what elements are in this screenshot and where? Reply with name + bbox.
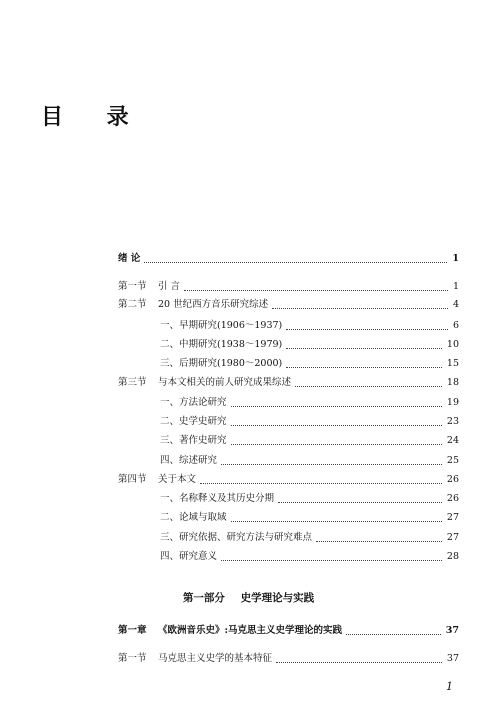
toc-entry-page: 1 xyxy=(452,281,459,292)
toc-entry xyxy=(0,251,497,267)
toc-entry-page: 19 xyxy=(446,397,459,408)
toc-entry-text: 一、方法论研究 xyxy=(160,397,227,408)
toc-entry-page: 27 xyxy=(446,532,459,543)
toc-entry xyxy=(0,651,497,667)
toc-entry-text: 三、著作史研究 xyxy=(160,435,227,446)
toc-entry-page: 15 xyxy=(446,358,459,369)
toc-leader-dots xyxy=(316,525,442,542)
part-title: 史学理论与实践 xyxy=(240,592,315,604)
toc-entry-text: 《欧洲音乐史》:马克思主义史学理论的实践 xyxy=(158,625,343,636)
toc-entry-text: 关于本文 xyxy=(158,474,197,485)
toc-entry-label: 第一节 xyxy=(118,653,147,664)
toc-leader-dots xyxy=(200,467,442,484)
toc-leader-dots xyxy=(231,390,442,407)
toc-entry-page: 26 xyxy=(446,474,459,485)
toc-entry-text: 与本文相关的前人研究成果综述 xyxy=(158,377,292,388)
toc-entry-page: 27 xyxy=(446,512,459,523)
toc-entry xyxy=(0,510,497,526)
toc-entry-page: 26 xyxy=(446,493,459,504)
toc-entry-page: 24 xyxy=(446,435,459,446)
part-label: 第一部分 xyxy=(182,592,225,604)
toc-entry-page: 4 xyxy=(452,299,459,310)
toc-entry-page: 25 xyxy=(446,455,459,466)
toc-leader-dots xyxy=(278,486,442,503)
toc-entry-label: 第三节 xyxy=(118,377,147,388)
toc-leader-dots xyxy=(231,409,442,426)
part-heading xyxy=(0,590,497,606)
toc-leader-dots xyxy=(144,246,447,263)
toc-entry-text: 一、名称释义及其历史分期 xyxy=(160,493,275,504)
toc-entry-page: 23 xyxy=(446,416,459,427)
toc-leader-dots xyxy=(286,351,442,368)
toc-entry-label: 第四节 xyxy=(118,474,147,485)
toc-entry-label: 第一章 xyxy=(118,625,147,636)
toc-leader-dots xyxy=(221,448,442,465)
toc-entry-page: 28 xyxy=(446,551,459,562)
toc-leader-dots xyxy=(272,292,448,309)
toc-entry xyxy=(0,433,497,449)
toc-entry-label: 第一节 xyxy=(118,281,147,292)
toc-entry-text: 二、史学史研究 xyxy=(160,416,227,427)
toc-leader-dots xyxy=(286,313,448,330)
toc-title: 目 录 xyxy=(41,104,147,130)
toc-entry-page: 37 xyxy=(445,625,459,636)
toc-leader-dots xyxy=(231,505,442,522)
toc-entry xyxy=(0,297,497,313)
toc-entry-text: 四、综述研究 xyxy=(160,455,218,466)
toc-entry-text: 三、研究依据、研究方法与研究难点 xyxy=(160,532,313,543)
toc-entry-text: 马克思主义史学的基本特征 xyxy=(158,653,273,664)
toc-entry-text: 二、论域与取域 xyxy=(160,512,227,523)
toc-leader-dots xyxy=(295,370,442,387)
toc-entry-page: 6 xyxy=(452,320,459,331)
toc-leader-dots xyxy=(221,544,442,561)
toc-entry-page: 1 xyxy=(452,253,459,264)
toc-entry-text: 引 言 xyxy=(158,281,181,292)
toc-entry-label: 第二节 xyxy=(118,299,147,310)
toc-entry-text: 三、后期研究(1980～2000) xyxy=(160,358,283,369)
toc-entry-page: 18 xyxy=(446,377,459,388)
toc-leader-dots xyxy=(231,428,442,445)
toc-entry-text: 20 世纪西方音乐研究综述 xyxy=(158,299,269,310)
page-number: 1 xyxy=(446,680,453,693)
toc-leader-dots xyxy=(276,646,442,663)
toc-entry xyxy=(0,549,497,565)
toc-leader-dots xyxy=(346,618,441,635)
toc-leader-dots xyxy=(184,274,448,291)
toc-entry-label: 绪 论 xyxy=(118,253,141,264)
toc-entry-page: 10 xyxy=(446,339,459,350)
toc-entry-text: 四、研究意义 xyxy=(160,551,218,562)
toc-entry-page: 37 xyxy=(446,653,459,664)
toc-entry-text: 一、早期研究(1906～1937) xyxy=(160,320,283,331)
toc-entry xyxy=(0,623,497,639)
toc-leader-dots xyxy=(286,332,442,349)
toc-entry-text: 二、中期研究(1938～1979) xyxy=(160,339,283,350)
toc-entry xyxy=(0,375,497,391)
